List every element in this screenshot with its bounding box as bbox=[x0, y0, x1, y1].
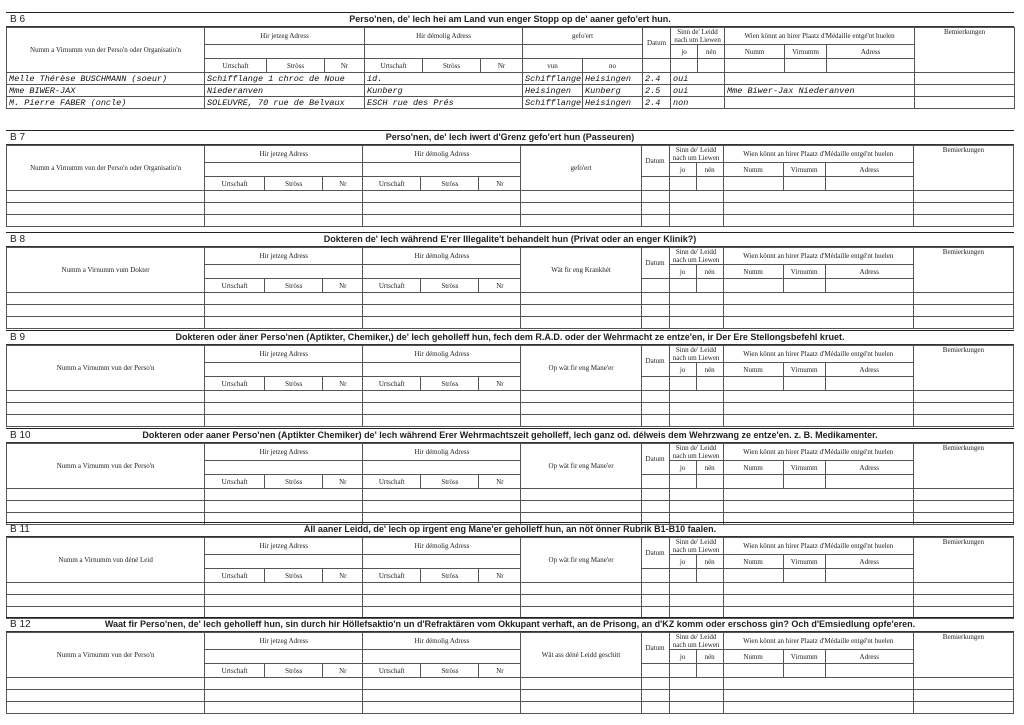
extra-header: Op wät fir eng Mane'er bbox=[521, 444, 641, 489]
addr-now-header: Hir jetzeg Adress bbox=[205, 346, 363, 363]
section-b10 bbox=[6, 428, 1014, 525]
section-b12 bbox=[6, 617, 1014, 714]
name-header: Numm a Virnumm vun der Perso'n bbox=[7, 444, 205, 489]
section-title: All aaner Leidd, de' lech op irgent eng Mane'er geholleff hun, an nöt önner Rubrik B1-B10 faalen. bbox=[303, 524, 717, 534]
remarks-header: Bemierkungen bbox=[913, 248, 1013, 293]
addr-now-header: Hir jetzeg Adress bbox=[205, 146, 363, 163]
alive-value[interactable]: oui bbox=[671, 85, 725, 97]
date-header: Datum bbox=[641, 444, 669, 475]
section-code: B 6 bbox=[10, 14, 26, 25]
section-b9 bbox=[6, 330, 1014, 427]
section-b11 bbox=[6, 522, 1014, 619]
table-row[interactable] bbox=[7, 73, 1015, 85]
medal-header: Wien könnt an hirer Plaatz d'Médaille entgé'nt huelen bbox=[723, 444, 913, 461]
section-header bbox=[6, 618, 1014, 632]
section-table: Numm a Virnumm vun der Perso'n Hir jetzeg Adress Hir démolig Adress Op wät fir eng Mane'er Datum Sinn de' Leidd nach um Liewen Wien könnt an hirer Plaatz d'Médaille entgé'nt huelen Bemierkungen jo nén Numm Virnumm Adress Urtschaft Stròss Nr Urtschaft Stròss Nr bbox=[6, 345, 1014, 427]
former-address[interactable]: ESCH rue des Prés bbox=[365, 97, 523, 109]
table-row[interactable] bbox=[7, 595, 1014, 607]
section-table: Numm a Virnumm vun der Perso'n oder Organisatio'n Hir jetzeg Adress Hir démolig Adress gefo'ert Datum Sinn de' Leidd nach um Liewen Wien könnt an hirer Plaatz d'Médaille entgé'nt huelen Bemierkungen jo nén Numm Virnumm Adress Urtschaft Stròss Nr Urtschaft Stròss Nr bbox=[6, 145, 1014, 227]
date-value[interactable]: 2.4 bbox=[643, 73, 671, 85]
date-value[interactable]: 2.5 bbox=[643, 85, 671, 97]
remarks-header: Bemierkungen bbox=[913, 538, 1013, 583]
no-header: nén bbox=[698, 45, 725, 59]
section-code: B 11 bbox=[10, 524, 30, 535]
addr-then-header: Hir démolig Adress bbox=[363, 146, 521, 163]
medal-recipient[interactable] bbox=[725, 97, 915, 109]
alive-header: Sinn de' Leidd nach um Liewen bbox=[669, 346, 723, 363]
alive-header: Sinn de' Leidd nach um Liewen bbox=[671, 28, 725, 45]
table-row[interactable] bbox=[7, 501, 1014, 513]
table-row[interactable] bbox=[7, 97, 1015, 109]
name-header: Numm a Virnumm vun der Perso'n bbox=[7, 346, 205, 391]
date-header: Datum bbox=[641, 538, 669, 569]
medal-header: Wien könnt an hirer Plaatz d'Médaille entgé'nt huelen bbox=[723, 146, 913, 163]
person-name[interactable]: Melle Thérèse BUSCHMANN (soeur) bbox=[7, 73, 205, 85]
alive-value[interactable]: non bbox=[671, 97, 725, 109]
remarks-header: Bemierkungen bbox=[913, 346, 1013, 391]
to-place[interactable]: Heisingen bbox=[583, 97, 643, 109]
table-row[interactable] bbox=[7, 391, 1014, 403]
section-code: B 8 bbox=[10, 234, 26, 245]
table-row[interactable] bbox=[7, 85, 1015, 97]
medal-name: Numm bbox=[725, 45, 785, 59]
section-table: Numm a Virnumm vun der Perso'n Hir jetzeg Adress Hir démolig Adress Op wät fir eng Mane'er Datum Sinn de' Leidd nach um Liewen Wien könnt an hirer Plaatz d'Médaille entgé'nt huelen Bemierkungen jo nén Numm Virnumm Adress Urtschaft Stròss Nr Urtschaft Stròss Nr bbox=[6, 443, 1014, 525]
section-table: Numm a Virnumm vum Dokter Hir jetzeg Adress Hir démolig Adress Wät fir eng Krankhét Datum Sinn de' Leidd nach um Liewen Wien könnt an hirer Plaatz d'Médaille entgé'nt huelen Bemierkungen jo nén Numm Virnumm Adress Urtschaft Stròss Nr Urtschaft Stròss Nr bbox=[6, 247, 1014, 329]
table-row[interactable] bbox=[7, 403, 1014, 415]
alive-value[interactable]: oui bbox=[671, 73, 725, 85]
person-name[interactable]: M. Pierre FABER (oncle) bbox=[7, 97, 205, 109]
table-row[interactable] bbox=[7, 702, 1014, 714]
section-header bbox=[6, 131, 1014, 145]
section-code: B 12 bbox=[10, 619, 31, 630]
yes-header: jo bbox=[671, 45, 698, 59]
section-table: Numm a Virnumm vun déné Leid Hir jetzeg Adress Hir démolig Adress Op wät fir eng Mane'er Datum Sinn de' Leidd nach um Liewen Wien könnt an hirer Plaatz d'Médaille entgé'nt huelen Bemierkungen jo nén Numm Virnumm Adress Urtschaft Stròss Nr Urtschaft Stròss Nr bbox=[6, 537, 1014, 619]
extra-header: Op wät fir eng Mane'er bbox=[521, 538, 641, 583]
alive-header: Sinn de' Leidd nach um Liewen bbox=[669, 538, 723, 555]
section-header bbox=[6, 233, 1014, 247]
person-name[interactable]: Mme BIWER-JAX bbox=[7, 85, 205, 97]
date-value[interactable]: 2.4 bbox=[643, 97, 671, 109]
alive-header: Sinn de' Leidd nach um Liewen bbox=[669, 248, 723, 265]
section-b6 bbox=[6, 12, 1014, 109]
date-header: Datum bbox=[641, 346, 669, 377]
form-page bbox=[6, 4, 1014, 721]
medal-header: Wien könnt an hirer Plaatz d'Médaille entgé'nt huelen bbox=[725, 28, 915, 45]
remarks-header: Bemierkungen bbox=[913, 444, 1013, 489]
date-header: Datum bbox=[643, 28, 671, 59]
date-header: Datum bbox=[641, 248, 669, 279]
addr-then-header: Hir démolig Adress bbox=[363, 346, 521, 363]
extra-header: gefo'ert bbox=[521, 146, 641, 191]
table-row[interactable] bbox=[7, 305, 1014, 317]
table-row[interactable] bbox=[7, 317, 1014, 329]
medal-recipient[interactable] bbox=[725, 73, 915, 85]
table-row[interactable] bbox=[7, 678, 1014, 690]
addr-then-header: Hir démolig Adress bbox=[363, 538, 521, 555]
remarks-header: Bemierkungen bbox=[915, 28, 1015, 73]
extra-header: Op wät fir eng Mane'er bbox=[521, 346, 641, 391]
medal-header: Wien könnt an hirer Plaatz d'Médaille entgé'nt huelen bbox=[723, 538, 913, 555]
table-row[interactable] bbox=[7, 583, 1014, 595]
alive-header: Sinn de' Leidd nach um Liewen bbox=[669, 633, 723, 650]
addr-then-header: Hir démolig Adress bbox=[365, 28, 523, 45]
from-place[interactable]: Schifflange bbox=[523, 97, 583, 109]
name-header: Numm a Virnumm vun der Perso'n oder Organisatio'n bbox=[7, 146, 205, 191]
section-b7 bbox=[6, 130, 1014, 227]
date-header: Datum bbox=[641, 633, 669, 664]
to-place[interactable]: Kunberg bbox=[583, 85, 643, 97]
addr-now-header: Hir jetzeg Adress bbox=[205, 248, 363, 265]
medal-address: Adress bbox=[827, 45, 915, 59]
section-title: Dokteren oder äner Perso'nen (Aptikter, Chemiker,) de' lech geholleff hun, fech dem R.A.D. oder der Wehrmacht ze entze'en, ir Der Ere Stellongsbefehl kruet. bbox=[175, 332, 845, 342]
remarks-cell[interactable] bbox=[915, 97, 1015, 109]
former-address[interactable]: id. bbox=[365, 73, 523, 85]
section-b8 bbox=[6, 232, 1014, 329]
table-row[interactable] bbox=[7, 415, 1014, 427]
table-row[interactable] bbox=[7, 215, 1014, 227]
name-header: Numm a Virnumm vun der Perso'n bbox=[7, 633, 205, 678]
table-row[interactable] bbox=[7, 489, 1014, 501]
section-header bbox=[6, 429, 1014, 443]
extra-header: Wät ass déné Leidd geschitt bbox=[521, 633, 641, 678]
medal-recipient[interactable]: Mme Biwer-Jax Niederanven bbox=[725, 85, 915, 97]
section-title: Perso'nen, de' lech hei am Land vun enger Stopp op de' aaner gefo'ert hun. bbox=[349, 14, 671, 24]
addr-now-header: Hir jetzeg Adress bbox=[205, 444, 363, 461]
section-title: Dokteren de' lech während E'rer Illegalite't behandelt hun (Privat oder an enger Klinik?) bbox=[323, 234, 697, 244]
section-header bbox=[6, 331, 1014, 345]
from-place[interactable]: Schifflange bbox=[523, 73, 583, 85]
medal-firstname: Virnumm bbox=[785, 45, 827, 59]
medal-header: Wien könnt an hirer Plaatz d'Médaille entgé'nt huelen bbox=[723, 633, 913, 650]
section-code: B 9 bbox=[10, 332, 26, 343]
remarks-cell[interactable] bbox=[915, 85, 1015, 97]
section-header bbox=[6, 523, 1014, 537]
remarks-header: Bemierkungen bbox=[913, 146, 1013, 191]
table-row[interactable] bbox=[7, 203, 1014, 215]
section-code: B 10 bbox=[10, 430, 31, 441]
section-title: Dokteren oder aaner Perso'nen (Aptikter Chemiker) de' lech während Erer Wehrmachtszeit geholleff, lech ganz od. délweis dem Wehrzwang ze entze'en. z. B. Medikamenter. bbox=[142, 430, 878, 440]
addr-then-header: Hir démolig Adress bbox=[363, 248, 521, 265]
name-header: Numm a Virnumm vun déné Leid bbox=[7, 538, 205, 583]
transported-header: gefo'ert bbox=[523, 28, 643, 45]
name-header: Numm a Virnumm vun der Perso'n oder Organisatio'n bbox=[7, 28, 205, 73]
to-place[interactable]: Heisingen bbox=[583, 73, 643, 85]
addr-now-header: Hir jetzeg Adress bbox=[205, 538, 363, 555]
section-code: B 7 bbox=[10, 132, 26, 143]
alive-header: Sinn de' Leidd nach um Liewen bbox=[669, 444, 723, 461]
medal-header: Wien könnt an hirer Plaatz d'Médaille entgé'nt huelen bbox=[723, 248, 913, 265]
extra-header: Wät fir eng Krankhét bbox=[521, 248, 641, 293]
remarks-header: Bemierkungen bbox=[913, 633, 1013, 678]
medal-header: Wien könnt an hirer Plaatz d'Médaille entgé'nt huelen bbox=[723, 346, 913, 363]
addr-then-header: Hir démolig Adress bbox=[363, 444, 521, 461]
former-address[interactable]: Kunberg bbox=[365, 85, 523, 97]
addr-then-header: Hir démolig Adress bbox=[363, 633, 521, 650]
alive-header: Sinn de' Leidd nach um Liewen bbox=[669, 146, 723, 163]
section-header bbox=[6, 13, 1014, 27]
section-title: Waat fir Perso'nen, de' lech geholleff hun, sin durch hir Höllefsaktio'n un d'Refraktären vom Okkupant verhaft, an de Prisong, an d'KZ komm oder erschoss gin? Och d'Emsiedlung opfe'eren. bbox=[104, 619, 916, 629]
section-title: Perso'nen, de' lech iwert d'Grenz gefo'ert hun (Passeuren) bbox=[385, 132, 635, 142]
remarks-cell[interactable] bbox=[915, 73, 1015, 85]
table-row[interactable] bbox=[7, 690, 1014, 702]
section-table: Numm a Virnumm vun der Perso'n Hir jetzeg Adress Hir démolig Adress Wät ass déné Leidd geschitt Datum Sinn de' Leidd nach um Liewen Wien könnt an hirer Plaatz d'Médaille entgé'nt huelen Bemierkungen jo nén Numm Virnumm Adress Urtschaft Stròss Nr Urtschaft Stròss Nr bbox=[6, 632, 1014, 714]
addr-now-header: Hir jetzeg Adress bbox=[205, 633, 363, 650]
date-header: Datum bbox=[641, 146, 669, 177]
from-place[interactable]: Heisingen bbox=[523, 85, 583, 97]
section-table: Numm a Virnumm vun der Perso'n oder Organisatio'n Hir jetzeg Adress Hir démolig Adress gefo'ert Datum Sinn de' Leidd nach um Liewen Wien könnt an hirer Plaatz d'Médaille entgé'nt huelen Bemierkungen jo nén Numm Virnumm Adress Urtschaft Stròss Nr Urtschaft Stròss Nr vun no Melle Thérèse BUSCHMANN (soeur) Schifflange 1 chroc de Noue id. Schifflange Heisingen 2.4 oui Mme BIWER-JAX Niederanven Kunberg Heisingen Kunberg 2.5 oui Mme Biwer-Jax Niederanven M. Pierre FABER (oncle) SOLEUVRE, 70 rue de Belvaux ESCH rue des Prés Schifflange Heisingen 2.4 non bbox=[6, 27, 1015, 109]
current-address[interactable]: Schifflange 1 chroc de Noue bbox=[205, 73, 365, 85]
current-address[interactable]: Niederanven bbox=[205, 85, 365, 97]
table-row[interactable] bbox=[7, 293, 1014, 305]
name-header: Numm a Virnumm vum Dokter bbox=[7, 248, 205, 293]
current-address[interactable]: SOLEUVRE, 70 rue de Belvaux bbox=[205, 97, 365, 109]
table-row[interactable] bbox=[7, 191, 1014, 203]
addr-now-header: Hir jetzeg Adress bbox=[205, 28, 365, 45]
